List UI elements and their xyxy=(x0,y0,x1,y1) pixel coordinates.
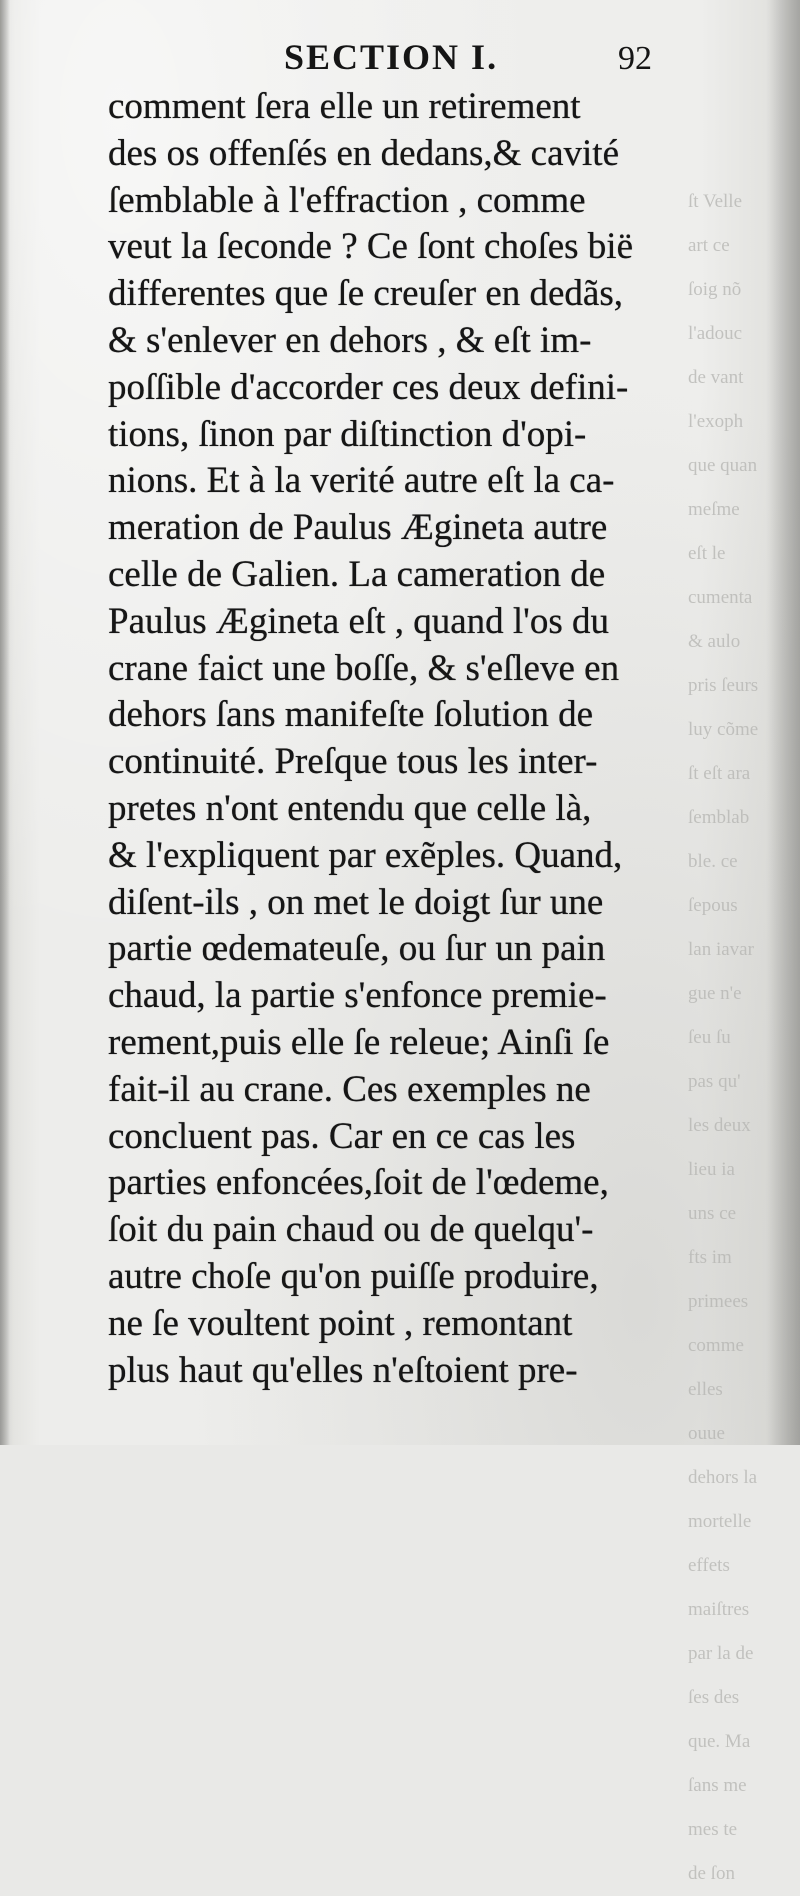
running-title: SECTION I. xyxy=(284,37,499,77)
text-line: meration de Paulus Ægineta autre xyxy=(108,507,608,549)
page-number: 92 xyxy=(618,40,652,77)
text-line: & s'enlever en dehors , & eſt im- xyxy=(108,319,592,361)
text-line: celle de Galien. La cameration de xyxy=(108,553,606,595)
text-line: des os offenſés en dedans,& cavité xyxy=(108,132,619,174)
text-line: autre choſe qu'on puiſſe produire, xyxy=(108,1255,599,1297)
text-line: chaud, la partie s'enfonce premie- xyxy=(108,975,607,1017)
text-line: tions, ſinon par diſtinction d'opi- xyxy=(108,413,587,455)
text-line: diſent-ils , on met le doigt ſur une xyxy=(108,881,604,923)
text-line: partie œdemateuſe, ou ſur un pain xyxy=(108,928,606,970)
text-line: ſoit du pain chaud ou de quelqu'- xyxy=(108,1209,594,1251)
show-through-texture: ſt Velle art ce ſoig nõ l'adouc de vant l'exoph que quan meſme eſt le cumenta & aulo pris ſeurs luy cõme ſt eſt ara ſemblab ble. ce ſepous lan iavar gue n'e ſeu ſu pas qu' les deux lieu ia uns ce fts im primees comme elles ouue dehors la mortelle effets maiſtres par la de ſes des que. Ma ſans me mes te de ſon xyxy=(688,191,759,1884)
text-line: fait-il au crane. Ces exemples ne xyxy=(108,1068,591,1110)
text-line: parties enfoncées,ſoit de l'œdeme, xyxy=(108,1162,609,1204)
text-line: crane faict une boſſe, & s'eſleve en xyxy=(108,647,620,689)
text-line: ſemblable à l'effraction , comme xyxy=(108,179,586,221)
body-text xyxy=(108,84,688,1394)
binding-shadow xyxy=(0,0,10,1445)
text-line: dehors ſans manifeſte ſolution de xyxy=(108,694,593,736)
text-line: poſſible d'accorder ces deux defini- xyxy=(108,366,629,408)
text-line: comment ſera elle un retirement xyxy=(108,86,581,127)
text-line: concluent pas. Car en ce cas les xyxy=(108,1115,576,1157)
text-line: & l'expliquent par exẽples. Quand, xyxy=(108,834,623,876)
text-line: rement,puis elle ſe releue; Ainſi ſe xyxy=(108,1021,610,1063)
text-line: ne ſe voultent point , remontant xyxy=(108,1302,573,1344)
text-line: nions. Et à la verité autre eſt la ca- xyxy=(108,460,615,502)
text-line: Paulus Ægineta eſt , quand l'os du xyxy=(108,600,609,642)
text-line: plus haut qu'elles n'eſtoient pre- xyxy=(108,1349,578,1391)
text-line: continuité. Preſque tous les inter- xyxy=(108,741,598,783)
text-line: veut la ſeconde ? Ce ſont choſes bië xyxy=(108,226,634,268)
text-line: pretes n'ont entendu que celle là, xyxy=(108,787,592,829)
text-line: differentes que ſe creuſer en dedãs, xyxy=(108,273,624,315)
